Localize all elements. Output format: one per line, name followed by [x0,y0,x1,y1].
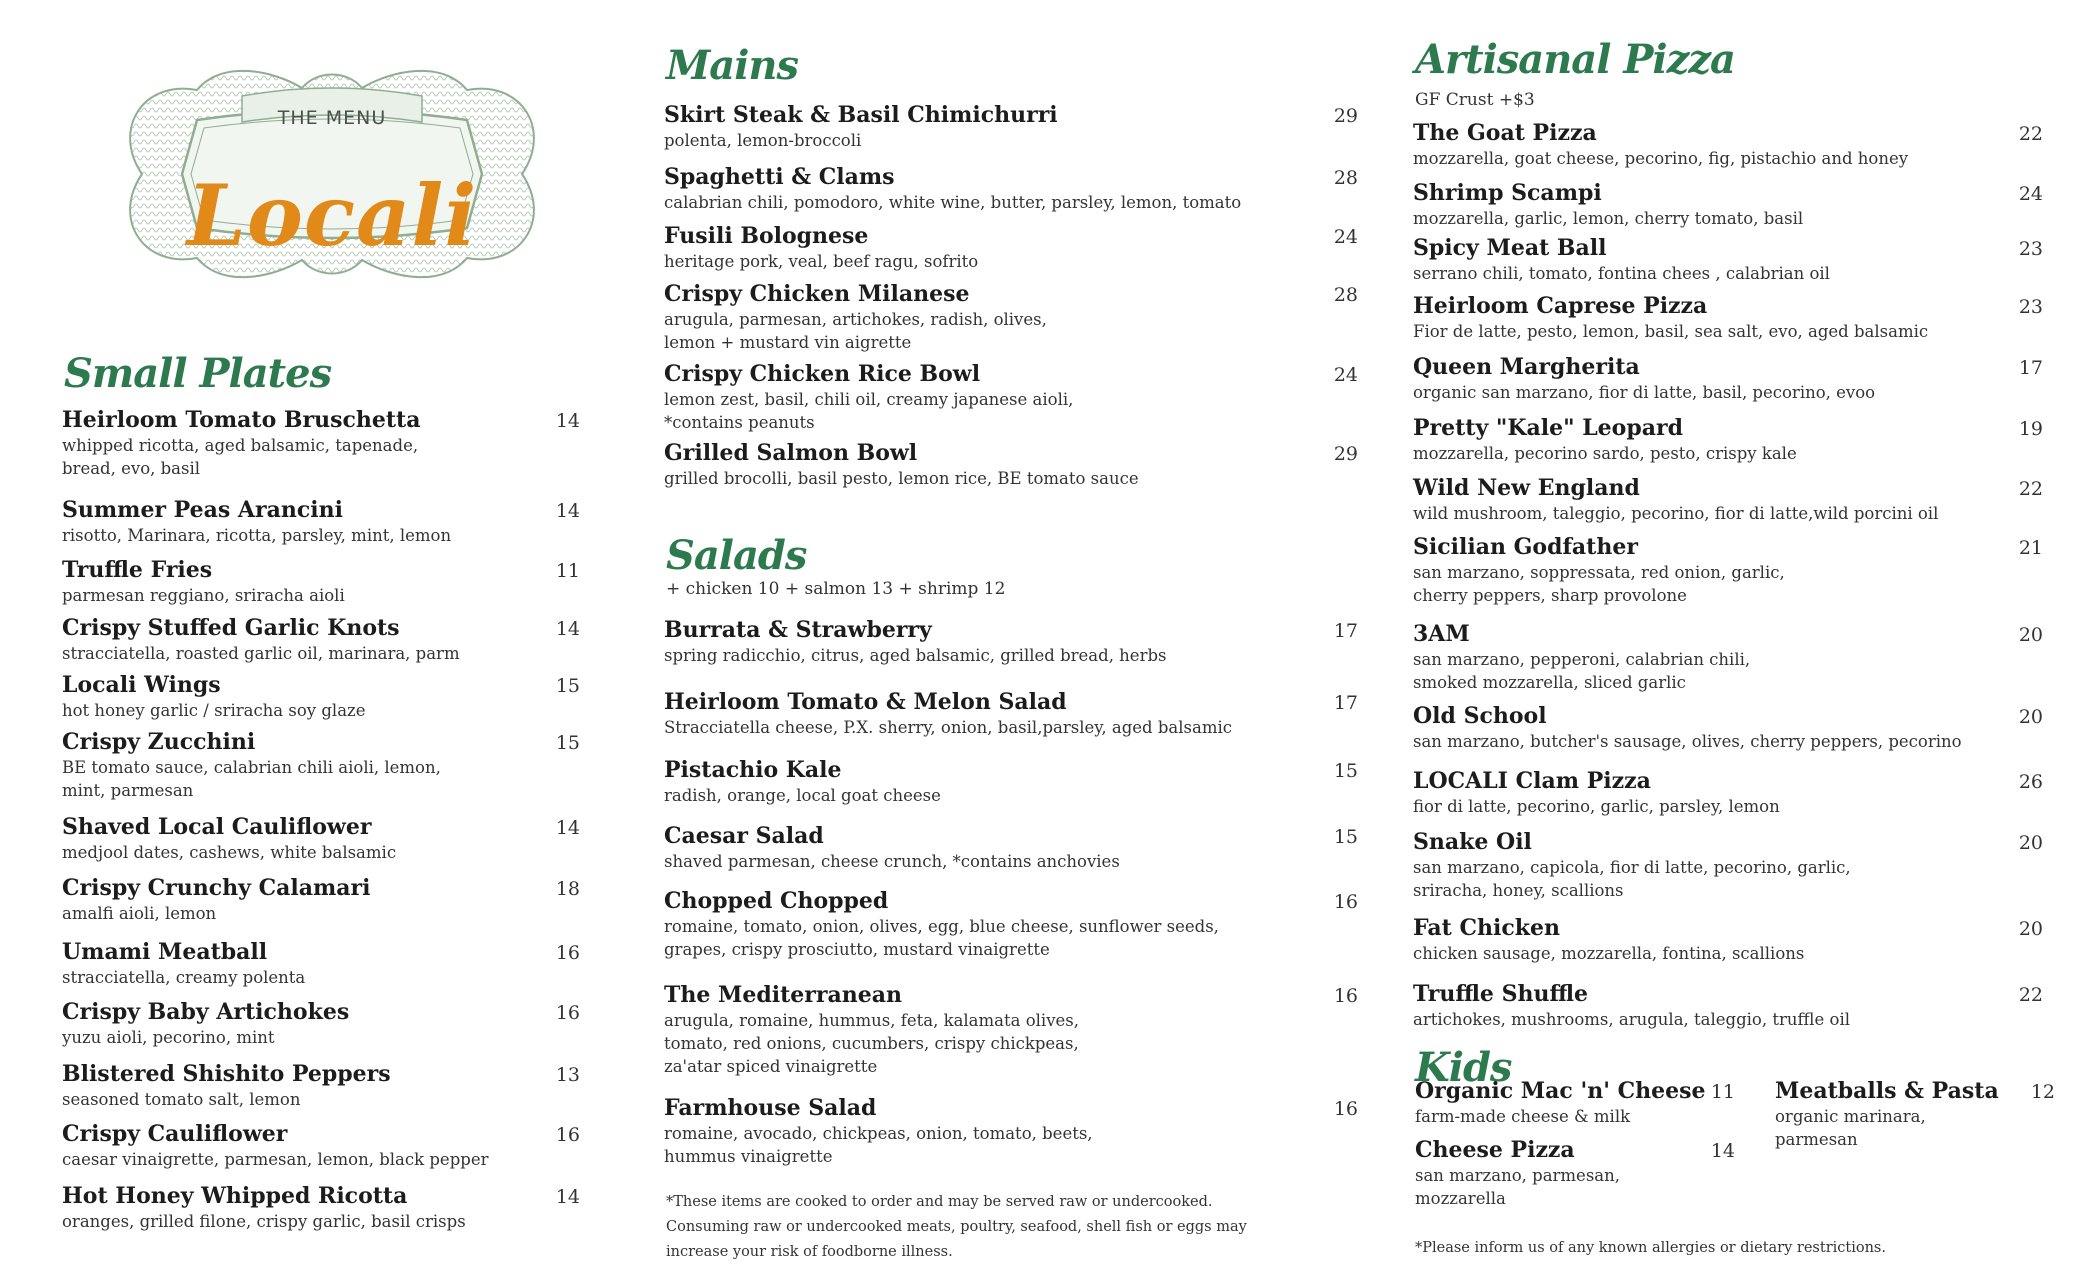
menu-item-description: san marzano, butcher's sausage, olives, cherry peppers, pecorino [1413,732,1962,751]
menu-item-name: Crispy Baby Artichokes [62,999,350,1025]
menu-item-price: 20 [2018,624,2043,646]
menu-item-price: 16 [555,1002,580,1024]
menu-item-price: 28 [1333,284,1358,306]
menu-item-description: romaine, tomato, onion, olives, egg, blue cheese, sunflower seeds, grapes, crispy prosciutto, mustard vinaigrette [664,917,1219,959]
menu-item-price: 24 [2018,183,2043,205]
menu-item-price: 16 [1333,1098,1358,1120]
menu-item-farmhouse-salad [664,1094,1358,1168]
menu-item-description: artichokes, mushrooms, arugula, taleggio, truffle oil [1413,1010,1851,1029]
kids-title: Kids [1415,1044,1512,1091]
salads-title: Salads [666,532,807,579]
menu-item-name: Fat Chicken [1413,915,1560,941]
menu-item-name: Farmhouse Salad [664,1095,877,1121]
menu-item-price: 29 [1333,105,1358,127]
menu-item-name: Heirloom Caprese Pizza [1413,293,1708,319]
menu-item-name: Sicilian Godfather [1413,534,1638,560]
menu-item-price: 16 [555,942,580,964]
menu-item-price: 15 [555,675,580,697]
menu-item-fusili-bolognese [664,222,1358,273]
menu-item-crispy-baby-artichokes [62,998,580,1049]
menu-item-price: 22 [2018,123,2043,145]
menu-item-name: Crispy Zucchini [62,729,256,755]
menu-item-name: Wild New England [1413,475,1640,501]
menu-item-name: Crispy Crunchy Calamari [62,875,371,901]
menu-item-skirt-steak-basil-chimichurri [664,101,1358,152]
menu-item-sicilian-godfather [1413,533,2043,607]
menu-item-grilled-salmon-bowl [664,439,1358,490]
menu-item-price: 14 [555,410,580,432]
menu-item-spaghetti-clams [664,163,1358,214]
menu-item-price: 16 [1333,985,1358,1007]
kids-item-name: Organic Mac 'n' Cheese [1415,1078,1706,1104]
menu-item-price: 29 [1333,443,1358,465]
kids-item-organic-mac-n-cheese [1415,1077,1735,1128]
menu-item-name: 3AM [1413,621,1470,647]
menu-item-name: Caesar Salad [664,823,824,849]
logo-title: Locali [186,166,478,265]
menu-item-description: grilled brocolli, basil pesto, lemon rice, BE tomato sauce [664,469,1139,488]
menu-item-description: san marzano, soppressata, red onion, garlic, cherry peppers, sharp provolone [1413,563,1785,605]
menu-item-name: Heirloom Tomato Bruschetta [62,407,421,433]
menu-item-price: 24 [1333,226,1358,248]
menu-item-name: Blistered Shishito Peppers [62,1061,391,1087]
menu-item-name: Summer Peas Arancini [62,497,343,523]
menu-item-heirloom-tomato-bruschetta [62,406,580,480]
small-plates-title: Small Plates [64,350,332,397]
menu-item-summer-peas-arancini [62,496,580,547]
menu-item-description: wild mushroom, taleggio, pecorino, fior di latte,wild porcini oil [1413,504,1939,523]
kids-item-name: Cheese Pizza [1415,1137,1575,1163]
menu-item-the-goat-pizza [1413,119,2043,170]
menu-item-heirloom-tomato-melon-salad [664,688,1358,739]
menu-item-description: mozzarella, garlic, lemon, cherry tomato, basil [1413,209,1804,228]
menu-item-name: Truffle Fries [62,557,213,583]
menu-item-description: yuzu aioli, pecorino, mint [62,1028,275,1047]
menu-item-price: 11 [555,560,580,582]
menu-item-pretty-kale-leopard [1413,414,2043,465]
menu-item-description: hot honey garlic / sriracha soy glaze [62,701,366,720]
menu-item-fat-chicken [1413,914,2043,965]
menu-item-name: Queen Margherita [1413,354,1640,380]
menu-item-name: Spicy Meat Ball [1413,235,1607,261]
menu-item-name: Crispy Stuffed Garlic Knots [62,615,400,641]
menu-item-description: mozzarella, goat cheese, pecorino, fig, pistachio and honey [1413,149,1909,168]
menu-item-price: 21 [2018,537,2043,559]
menu-item-blistered-shishito-peppers [62,1060,580,1111]
menu-item-caesar-salad [664,822,1358,873]
menu-item-locali-clam-pizza [1413,767,2043,818]
menu-item-description: BE tomato sauce, calabrian chili aioli, lemon, mint, parmesan [62,758,441,800]
menu-item-name: Shrimp Scampi [1413,180,1602,206]
menu-item-name: The Mediterranean [664,982,902,1008]
menu-item-description: caesar vinaigrette, parmesan, lemon, black pepper [62,1150,489,1169]
menu-item-price: 19 [2018,418,2043,440]
menu-item-umami-meatball [62,938,580,989]
menu-item-price: 28 [1333,167,1358,189]
allergy-notice: *Please inform us of any known allergies or dietary restrictions. [1415,1240,1886,1256]
menu-item-old-school [1413,702,2043,753]
menu-item-name: Chopped Chopped [664,888,889,914]
menu-item-price: 15 [1333,760,1358,782]
menu-item-price: 13 [555,1064,580,1086]
menu-item-description: serrano chili, tomato, fontina chees , calabrian oil [1413,264,1830,283]
menu-item-spicy-meat-ball [1413,234,2043,285]
menu-item-price: 20 [2018,832,2043,854]
menu-item-price: 23 [2018,296,2043,318]
menu-item-price: 20 [2018,706,2043,728]
menu-item-description: whipped ricotta, aged balsamic, tapenade, bread, evo, basil [62,436,419,478]
menu-item-description: Stracciatella cheese, P.X. sherry, onion, basil,parsley, aged balsamic [664,718,1232,737]
menu-item-price: 17 [1333,620,1358,642]
menu-item-name: Crispy Chicken Rice Bowl [664,361,981,387]
menu-item-shrimp-scampi [1413,179,2043,230]
menu-item-heirloom-caprese-pizza [1413,292,2043,343]
logo-subtitle: THE MENU [277,107,387,129]
menu-item-description: organic san marzano, fior di latte, basil, pecorino, evoo [1413,383,1876,402]
menu-item-price: 24 [1333,364,1358,386]
menu-item-price: 22 [2018,984,2043,1006]
menu-item-price: 26 [2018,771,2043,793]
kids-item-description: san marzano, parmesan, mozzarella [1415,1166,1621,1208]
menu-item-description: calabrian chili, pomodoro, white wine, butter, parsley, lemon, tomato [664,193,1242,212]
menu-item-description: chicken sausage, mozzarella, fontina, scallions [1413,944,1805,963]
menu-item-name: LOCALI Clam Pizza [1413,768,1651,794]
menu-item-crispy-crunchy-calamari [62,874,580,925]
menu-item-name: Spaghetti & Clams [664,164,895,190]
menu-item-description: Fior de latte, pesto, lemon, basil, sea salt, evo, aged balsamic [1413,322,1929,341]
kids-item-meatballs-pasta [1775,1077,2055,1151]
menu-item-description: risotto, Marinara, ricotta, parsley, mint, lemon [62,526,452,545]
kids-item-price: 11 [1710,1081,1735,1103]
menu-item-price: 14 [555,817,580,839]
menu-item-description: heritage pork, veal, beef ragu, sofrito [664,252,979,271]
locali-logo [102,50,562,298]
menu-item-description: san marzano, pepperoni, calabrian chili, smoked mozzarella, sliced garlic [1413,650,1751,692]
menu-item-wild-new-england [1413,474,2043,525]
menu-item-crispy-chicken-rice-bowl [664,360,1358,434]
menu-item-price: 14 [555,618,580,640]
menu-item-description: stracciatella, roasted garlic oil, marinara, parm [62,644,460,663]
menu-item-price: 17 [1333,692,1358,714]
menu-item-name: The Goat Pizza [1413,120,1597,146]
menu-item-the-mediterranean [664,981,1358,1078]
menu-item-name: Old School [1413,703,1547,729]
menu-item-name: Crispy Chicken Milanese [664,281,970,307]
menu-item-burrata-strawberry [664,616,1358,667]
menu-item-price: 23 [2018,238,2043,260]
menu-item-description: stracciatella, creamy polenta [62,968,306,987]
menu-item-queen-margherita [1413,353,2043,404]
menu-item-price: 14 [555,500,580,522]
menu-item-description: oranges, grilled filone, crispy garlic, basil crisps [62,1212,466,1231]
menu-item-description: arugula, parmesan, artichokes, radish, olives, lemon + mustard vin aigrette [664,310,1047,352]
menu-item-description: spring radicchio, citrus, aged balsamic, grilled bread, herbs [664,646,1167,665]
menu-item-crispy-chicken-milanese [664,280,1358,354]
menu-item-3am [1413,620,2043,694]
menu-item-truffle-shuffle [1413,980,2043,1031]
gf-crust-note: GF Crust +$3 [1415,90,1535,110]
menu-item-price: 16 [1333,891,1358,913]
menu-item-description: radish, orange, local goat cheese [664,786,941,805]
raw-food-disclaimer: *These items are cooked to order and may be served raw or undercooked. Consuming raw or undercooked meats, poultry, seafood, shell fish or eggs may increase your risk of foodborne illness. [666,1194,1247,1260]
menu-item-name: Grilled Salmon Bowl [664,440,918,466]
menu-item-pistachio-kale [664,756,1358,807]
menu-item-name: Pretty "Kale" Leopard [1413,415,1683,441]
kids-item-price: 12 [2030,1081,2055,1103]
menu-item-name: Hot Honey Whipped Ricotta [62,1183,408,1209]
kids-item-description: farm-made cheese & milk [1415,1107,1631,1126]
menu-item-hot-honey-whipped-ricotta [62,1182,580,1233]
mains-title: Mains [666,42,798,89]
salads-addons-note: + chicken 10 + salmon 13 + shrimp 12 [666,579,1006,599]
menu-item-crispy-zucchini [62,728,580,802]
menu-item-description: amalfi aioli, lemon [62,904,217,923]
menu-item-price: 17 [2018,357,2043,379]
menu-item-description: lemon zest, basil, chili oil, creamy japanese aioli, *contains peanuts [664,390,1074,432]
kids-item-cheese-pizza [1415,1136,1735,1210]
menu-item-name: Pistachio Kale [664,757,842,783]
menu-item-description: romaine, avocado, chickpeas, onion, tomato, beets, hummus vinaigrette [664,1124,1093,1166]
kids-item-name: Meatballs & Pasta [1775,1078,1999,1104]
menu-item-snake-oil [1413,828,2043,902]
menu-item-description: shaved parmesan, cheese crunch, *contains anchovies [664,852,1120,871]
menu-item-price: 15 [555,732,580,754]
menu-item-price: 15 [1333,826,1358,848]
menu-item-crispy-cauliflower [62,1120,580,1171]
menu-item-name: Fusili Bolognese [664,223,869,249]
pizza-title: Artisanal Pizza [1415,36,1735,83]
menu-item-name: Snake Oil [1413,829,1532,855]
menu-item-description: seasoned tomato salt, lemon [62,1090,301,1109]
menu-item-price: 16 [555,1124,580,1146]
menu-item-price: 18 [555,878,580,900]
menu-item-price: 20 [2018,918,2043,940]
menu-item-description: polenta, lemon-broccoli [664,131,862,150]
menu-item-price: 14 [555,1186,580,1208]
menu-item-price: 22 [2018,478,2043,500]
menu-item-shaved-local-cauliflower [62,813,580,864]
kids-item-price: 14 [1710,1140,1735,1162]
menu-item-truffle-fries [62,556,580,607]
menu-item-chopped-chopped [664,887,1358,961]
menu-item-name: Locali Wings [62,672,221,698]
menu-item-name: Skirt Steak & Basil Chimichurri [664,102,1058,128]
menu-item-name: Burrata & Strawberry [664,617,932,643]
menu-item-name: Crispy Cauliflower [62,1121,288,1147]
menu-item-name: Shaved Local Cauliflower [62,814,372,840]
menu-item-description: parmesan reggiano, sriracha aioli [62,586,345,605]
menu-item-description: fior di latte, pecorino, garlic, parsley, lemon [1413,797,1780,816]
menu-item-name: Umami Meatball [62,939,268,965]
menu-item-locali-wings [62,671,580,722]
menu-item-description: san marzano, capicola, fior di latte, pecorino, garlic, sriracha, honey, scallions [1413,858,1851,900]
kids-item-description: organic marinara, parmesan [1775,1107,1926,1149]
menu-item-description: mozzarella, pecorino sardo, pesto, crispy kale [1413,444,1797,463]
menu-item-crispy-stuffed-garlic-knots [62,614,580,665]
menu-item-description: medjool dates, cashews, white balsamic [62,843,397,862]
menu-item-name: Heirloom Tomato & Melon Salad [664,689,1067,715]
menu-item-name: Truffle Shuffle [1413,981,1589,1007]
menu-item-description: arugula, romaine, hummus, feta, kalamata olives, tomato, red onions, cucumbers, crispy chickpeas, za'atar spiced vinaigrette [664,1011,1079,1076]
